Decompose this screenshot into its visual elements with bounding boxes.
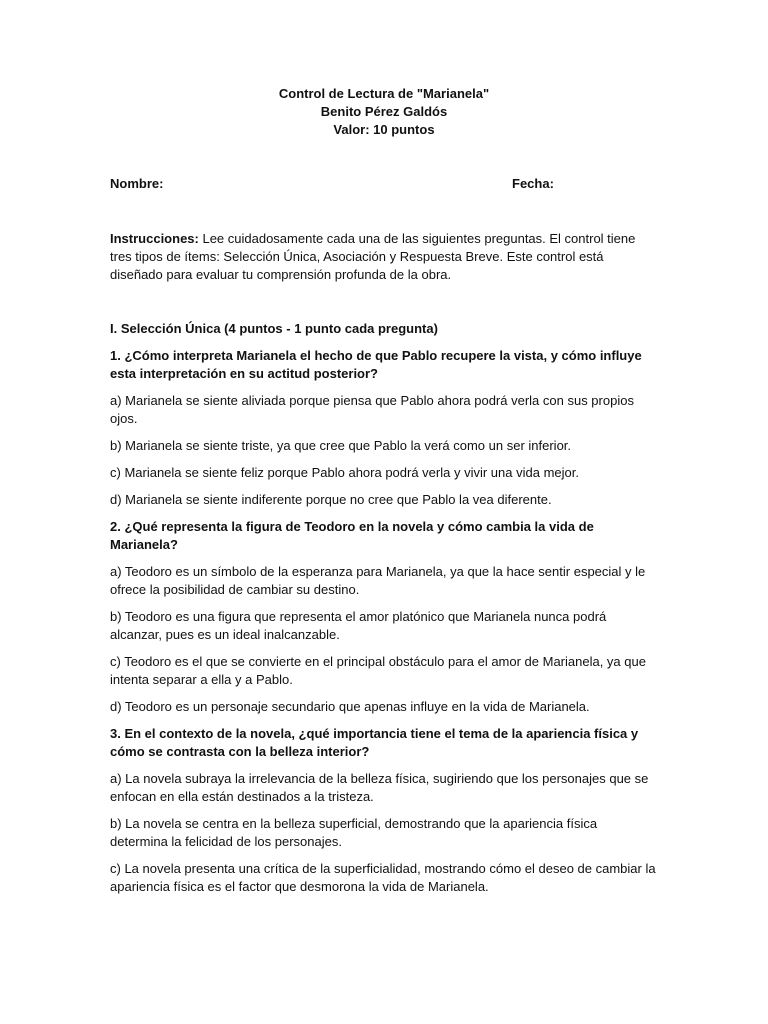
question-block	[110, 518, 658, 716]
answer-option: b) Teodoro es una figura que representa el amor platónico que Marianela nunca podrá alcanzar, pues es un ideal inalcanzable.	[110, 609, 607, 642]
answer-option: a) Marianela se siente aliviada porque piensa que Pablo ahora podrá verla con sus propios ojos.	[110, 393, 634, 426]
document-author: Benito Pérez Galdós	[320, 104, 448, 119]
name-label: Nombre:	[110, 176, 164, 191]
instructions-label: Instrucciones:	[110, 231, 199, 246]
answer-option: c) Marianela se siente feliz porque Pablo ahora podrá verla y vivir una vida mejor.	[110, 465, 579, 480]
answer-option: c) Teodoro es el que se convierte en el principal obstáculo para el amor de Marianela, ya que intenta separar a ella y a Pablo.	[110, 654, 646, 687]
section-title: I. Selección Única (4 puntos - 1 punto cada pregunta)	[110, 321, 438, 336]
question-block	[110, 725, 658, 896]
date-label: Fecha:	[512, 176, 554, 191]
student-fields	[110, 175, 658, 193]
question-text: 2. ¿Qué representa la figura de Teodoro en la novela y cómo cambia la vida de Marianela?	[110, 519, 594, 552]
instructions-text: Lee cuidadosamente cada una de las siguientes preguntas. El control tiene tres tipos de ítems: Selección Única, Asociación y Respuesta Breve. Este control está diseñado para evaluar tu comprensión profunda de la obra.	[110, 231, 636, 282]
answer-option: d) Teodoro es un personaje secundario que apenas influye en la vida de Marianela.	[110, 699, 590, 714]
question-block	[110, 347, 658, 509]
question-text: 3. En el contexto de la novela, ¿qué importancia tiene el tema de la apariencia física y cómo se contrasta con la belleza interior?	[110, 726, 639, 759]
document-header	[110, 85, 658, 139]
question-text: 1. ¿Cómo interpreta Marianela el hecho de que Pablo recupere la vista, y cómo influye esta interpretación en su actitud posterior?	[110, 348, 642, 381]
answer-option: c) La novela presenta una crítica de la superficialidad, mostrando cómo el deseo de cambiar la apariencia física es el factor que desmorona la vida de Marianela.	[110, 861, 656, 894]
answer-option: a) Teodoro es un símbolo de la esperanza para Marianela, ya que la hace sentir especial y le ofrece la posibilidad de cambiar su destino.	[110, 564, 646, 597]
answer-option: b) La novela se centra en la belleza superficial, demostrando que la apariencia física determina la felicidad de los personajes.	[110, 816, 598, 849]
section-selection	[110, 320, 658, 905]
document-value: Valor: 10 puntos	[333, 122, 435, 137]
answer-option: d) Marianela se siente indiferente porque no cree que Pablo la vea diferente.	[110, 492, 552, 507]
document-title: Control de Lectura de "Marianela"	[278, 86, 490, 101]
answer-option: b) Marianela se siente triste, ya que cree que Pablo la verá como un ser inferior.	[110, 438, 572, 453]
answer-option: a) La novela subraya la irrelevancia de la belleza física, sugiriendo que los personajes que se enfocan en ella están destinados a la tristeza.	[110, 771, 649, 804]
instructions-paragraph	[110, 230, 658, 284]
